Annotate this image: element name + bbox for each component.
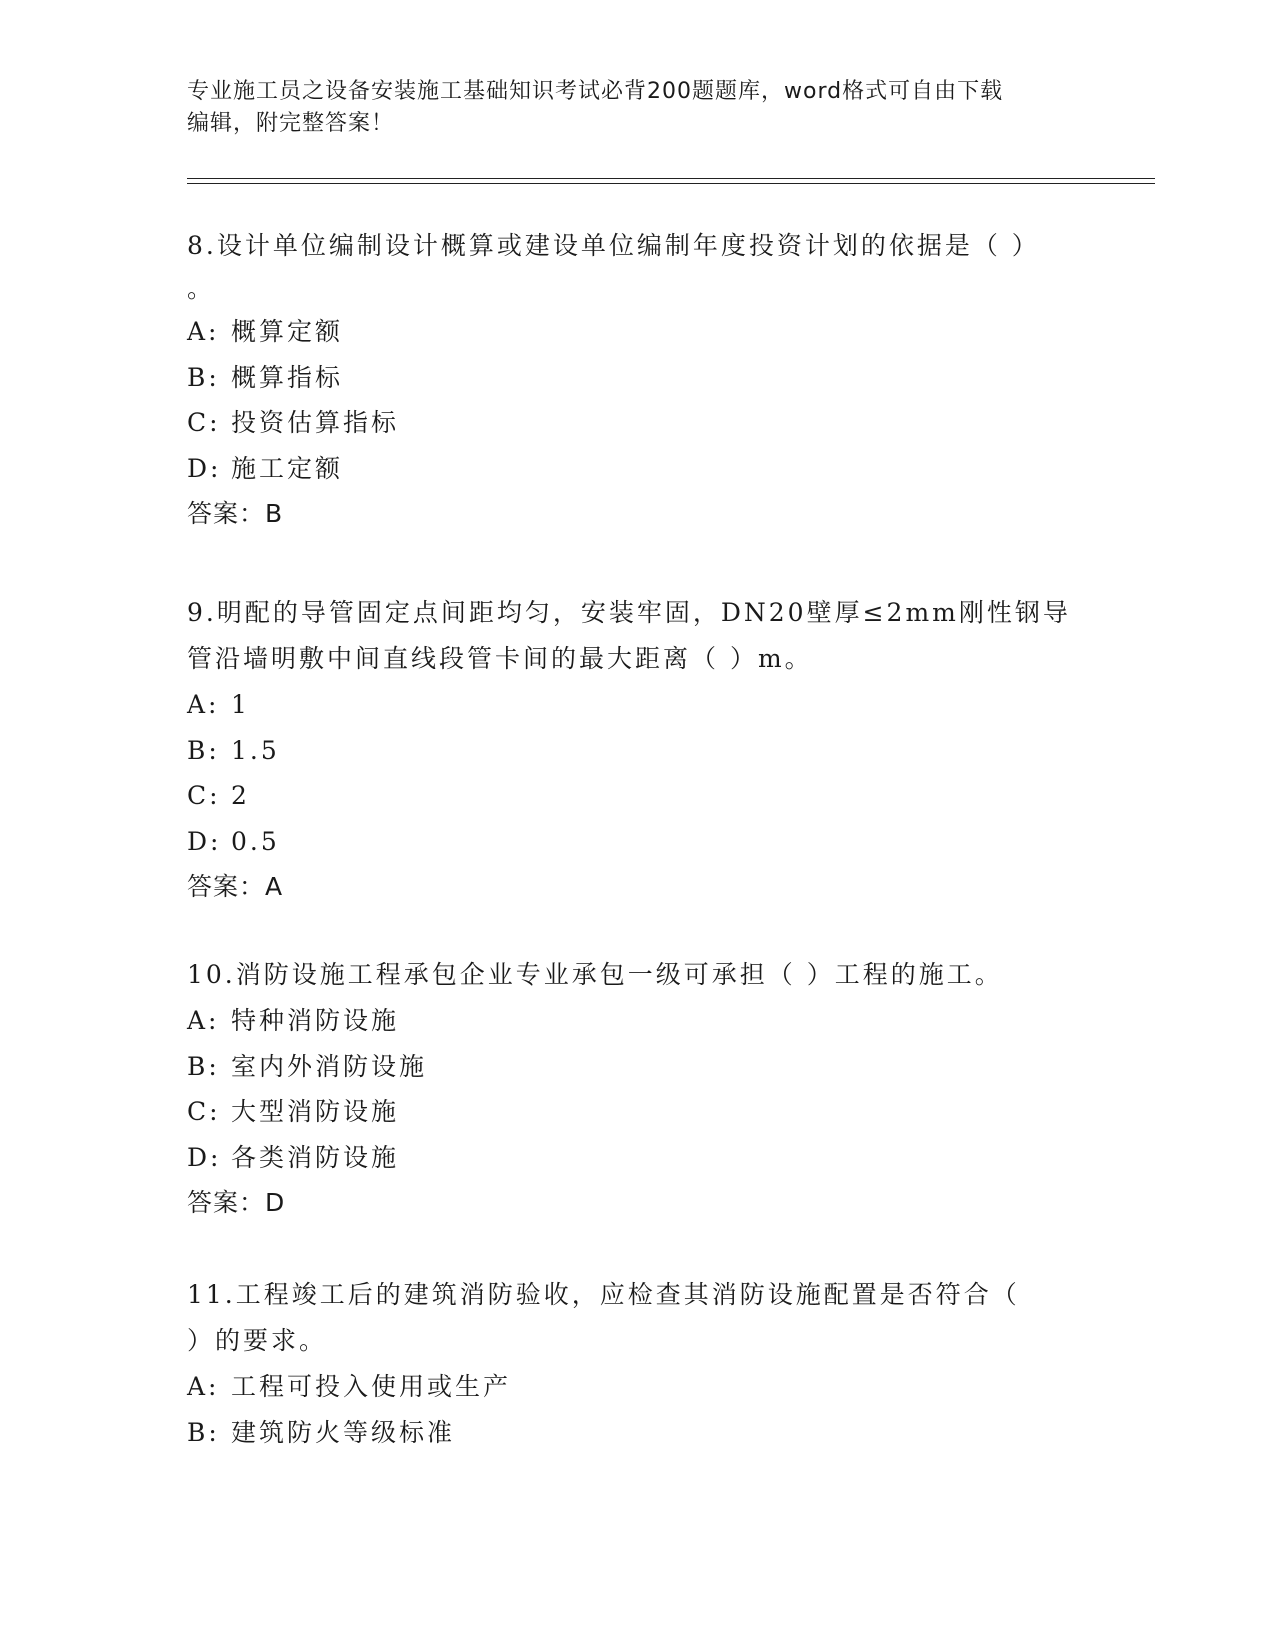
option-label: D: [187, 826, 222, 856]
option-a [187, 682, 1067, 728]
option-b [187, 355, 1067, 401]
question-text: 11.工程竣工后的建筑消防验收，应检查其消防设施配置是否符合（ [187, 1280, 1020, 1309]
option-b [187, 728, 1067, 774]
option-text: 特种消防设施 [231, 1006, 400, 1035]
option-d [187, 1135, 1067, 1181]
option-d [187, 446, 1067, 492]
option-label: A: [187, 317, 220, 346]
option-label: A: [187, 1006, 220, 1035]
question-text: 9.明配的导管固定点间距均匀，安装牢固，DN20壁厚≤2mm刚性钢导 [187, 598, 1071, 627]
option-text: 1.5 [231, 735, 280, 765]
option-text: 2 [231, 781, 250, 810]
option-label: B: [187, 1051, 220, 1081]
option-text: 大型消防设施 [231, 1097, 400, 1126]
document-header [187, 76, 1067, 140]
question-10 [187, 952, 1067, 1226]
option-label: C: [187, 1097, 221, 1126]
header-divider-bottom [187, 183, 1155, 184]
question-9 [187, 590, 1071, 910]
option-text: 施工定额 [231, 453, 344, 483]
question-text: 10.消防设施工程承包企业专业承包一级可承担（ ）工程的施工。 [187, 960, 1003, 989]
option-a [187, 309, 1067, 355]
option-b [187, 1410, 1067, 1456]
question-text: 。 [187, 274, 216, 303]
option-label: B: [187, 1417, 220, 1447]
option-label: D: [187, 453, 222, 483]
question-8 [187, 223, 1067, 537]
question-text: 8.设计单位编制设计概算或建设单位编制年度投资计划的依据是（ ） [187, 231, 1040, 260]
option-text: 1 [231, 690, 250, 719]
option-a [187, 998, 1067, 1044]
option-text: 概算定额 [231, 317, 344, 346]
option-label: D: [187, 1142, 222, 1172]
option-text: 建筑防火等级标准 [231, 1417, 456, 1447]
option-b [187, 1044, 1067, 1090]
option-label: C: [187, 408, 221, 437]
option-label: A: [187, 690, 220, 719]
header-line-1: 专业施工员之设备安装施工基础知识考试必背200题题库，word格式可自由下载 [187, 79, 1004, 104]
option-text: 工程可投入使用或生产 [231, 1372, 512, 1401]
option-label: A: [187, 1372, 220, 1401]
option-text: 各类消防设施 [231, 1142, 400, 1172]
option-c [187, 400, 1067, 446]
option-c [187, 773, 1067, 819]
answer: 答案：A [187, 872, 284, 901]
option-c [187, 1089, 1067, 1135]
answer: 答案：B [187, 499, 284, 528]
option-a [187, 1364, 1067, 1410]
question-text: 管沿墙明敷中间直线段管卡间的最大距离（ ）m。 [187, 644, 813, 673]
header-line-2: 编辑，附完整答案！ [187, 111, 395, 136]
question-11 [187, 1272, 1067, 1455]
question-text: ）的要求。 [187, 1326, 328, 1355]
option-d [187, 819, 1067, 865]
header-divider-top [187, 178, 1155, 179]
option-text: 0.5 [231, 826, 280, 856]
option-text: 室内外消防设施 [231, 1051, 428, 1081]
option-label: C: [187, 781, 221, 810]
answer: 答案：D [187, 1188, 286, 1217]
option-text: 投资估算指标 [231, 408, 400, 437]
option-text: 概算指标 [231, 362, 344, 392]
option-label: B: [187, 362, 220, 392]
option-label: B: [187, 735, 220, 765]
